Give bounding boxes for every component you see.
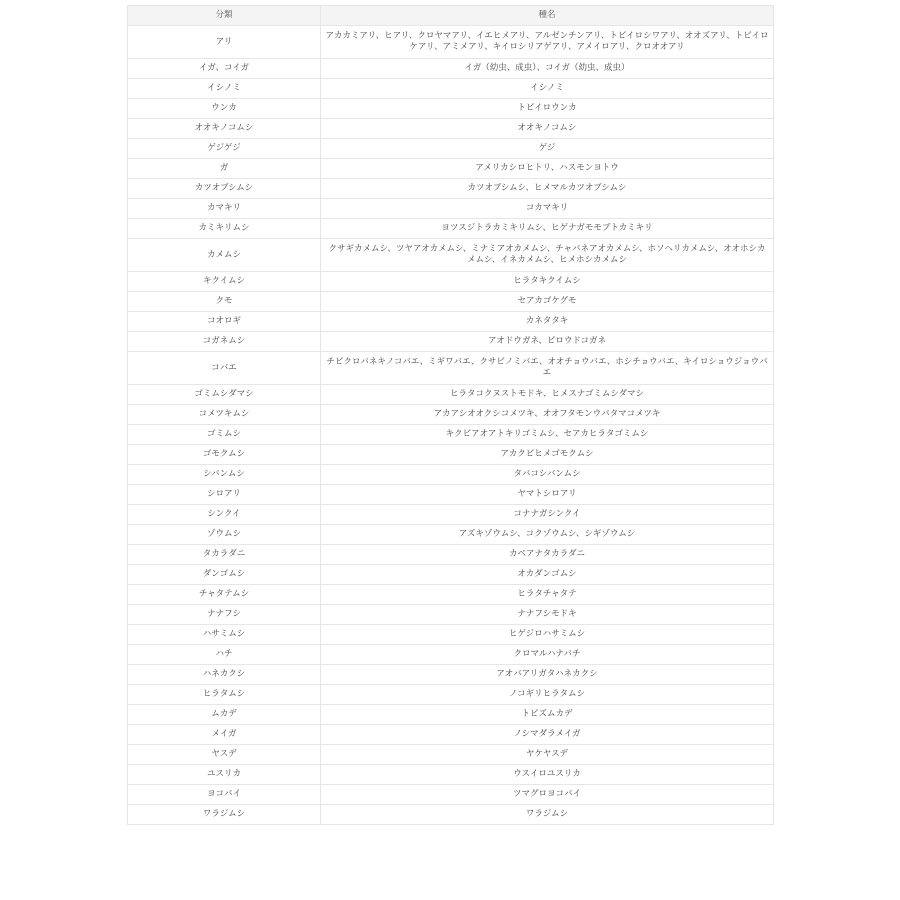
species-cell: アオバアリガタハネカクシ	[321, 665, 774, 685]
table-row	[128, 685, 774, 705]
table-row	[128, 625, 774, 645]
category-cell: ガ	[128, 159, 321, 179]
species-cell: トビズムカデ	[321, 705, 774, 725]
species-cell: ヒラタキクイムシ	[321, 272, 774, 292]
species-cell: アカクビヒメゴモクムシ	[321, 445, 774, 465]
category-cell: シバンムシ	[128, 465, 321, 485]
species-cell: イシノミ	[321, 79, 774, 99]
species-cell: ヨツスジトラカミキリムシ、ヒゲナガモモブトカミキリ	[321, 219, 774, 239]
species-cell: カベアナタカラダニ	[321, 545, 774, 565]
species-cell: ゲジ	[321, 139, 774, 159]
table-row	[128, 219, 774, 239]
table-row	[128, 445, 774, 465]
species-cell: ヤマトシロアリ	[321, 485, 774, 505]
species-cell: キクビアオアトキリゴミムシ、セアカヒラタゴミムシ	[321, 425, 774, 445]
species-cell: ヒラタコクヌストモドキ、ヒメスナゴミムシダマシ	[321, 385, 774, 405]
species-cell: ヤケヤスデ	[321, 745, 774, 765]
category-cell: ゴモクムシ	[128, 445, 321, 465]
category-cell: コオロギ	[128, 312, 321, 332]
table-row	[128, 785, 774, 805]
category-cell: ワラジムシ	[128, 805, 321, 825]
category-cell: メイガ	[128, 725, 321, 745]
category-cell: カツオブシムシ	[128, 179, 321, 199]
category-cell: イシノミ	[128, 79, 321, 99]
category-cell: ユスリカ	[128, 765, 321, 785]
table-row	[128, 79, 774, 99]
category-cell: ヤスデ	[128, 745, 321, 765]
species-cell: アズキゾウムシ、コクゾウムシ、シギゾウムシ	[321, 525, 774, 545]
category-cell: キクイムシ	[128, 272, 321, 292]
species-cell: ナナフシモドキ	[321, 605, 774, 625]
table-row	[128, 665, 774, 685]
table-row	[128, 159, 774, 179]
species-cell: ノシマダラメイガ	[321, 725, 774, 745]
species-cell: ツマグロヨコバイ	[321, 785, 774, 805]
species-cell: クサギカメムシ、ツヤアオカメムシ、ミナミアオカメムシ、チャバネアオカメムシ、ホソヘリカメムシ、オオホシカメムシ、イネカメムシ、ヒメホシカメムシ	[321, 239, 774, 272]
table-row	[128, 525, 774, 545]
table-row	[128, 179, 774, 199]
table-row	[128, 765, 774, 785]
table-row	[128, 425, 774, 445]
category-cell: コバエ	[128, 352, 321, 385]
table-row	[128, 59, 774, 79]
species-cell: アカアシオオクシコメツキ、オオフタモンウバタマコメツキ	[321, 405, 774, 425]
category-cell: アリ	[128, 26, 321, 59]
table-row	[128, 605, 774, 625]
species-cell: コカマキリ	[321, 199, 774, 219]
species-cell: ワラジムシ	[321, 805, 774, 825]
table-row	[128, 585, 774, 605]
table-row	[128, 545, 774, 565]
category-cell: チャタテムシ	[128, 585, 321, 605]
category-cell: ゴミムシ	[128, 425, 321, 445]
category-cell: ウンカ	[128, 99, 321, 119]
category-cell: オオキノコムシ	[128, 119, 321, 139]
column-header-species: 種名	[321, 6, 774, 26]
table-row	[128, 805, 774, 825]
category-cell: ヨコバイ	[128, 785, 321, 805]
species-cell: ノコギリヒラタムシ	[321, 685, 774, 705]
table-row	[128, 485, 774, 505]
species-cell: オカダンゴムシ	[321, 565, 774, 585]
table-row	[128, 119, 774, 139]
species-cell: セアカゴケグモ	[321, 292, 774, 312]
category-cell: シンクイ	[128, 505, 321, 525]
table-row	[128, 645, 774, 665]
table-row	[128, 199, 774, 219]
species-cell: ヒゲジロハサミムシ	[321, 625, 774, 645]
table-row	[128, 139, 774, 159]
table-row	[128, 272, 774, 292]
species-cell: タバコシバンムシ	[321, 465, 774, 485]
species-cell: トビイロウンカ	[321, 99, 774, 119]
category-cell: ゴミムシダマシ	[128, 385, 321, 405]
table-row	[128, 292, 774, 312]
table-row	[128, 99, 774, 119]
table-row	[128, 465, 774, 485]
table-row	[128, 352, 774, 385]
species-table-container	[127, 5, 773, 825]
species-cell: アカカミアリ、ヒアリ、クロヤマアリ、イエヒメアリ、アルゼンチンアリ、トビイロシワアリ、オオズアリ、トビイロケアリ、アミメアリ、キイロシリアゲアリ、アメイロアリ、クロオオアリ	[321, 26, 774, 59]
header-row	[128, 6, 774, 26]
species-cell: ヒラタチャタテ	[321, 585, 774, 605]
table-body	[128, 26, 774, 825]
category-cell: コメツキムシ	[128, 405, 321, 425]
category-cell: ゲジゲジ	[128, 139, 321, 159]
species-table	[127, 5, 774, 825]
category-cell: タカラダニ	[128, 545, 321, 565]
category-cell: ムカデ	[128, 705, 321, 725]
category-cell: イガ、コイガ	[128, 59, 321, 79]
column-header-category: 分類	[128, 6, 321, 26]
category-cell: ダンゴムシ	[128, 565, 321, 585]
species-cell: アオドウガネ、ビロウドコガネ	[321, 332, 774, 352]
table-row	[128, 725, 774, 745]
category-cell: ハサミムシ	[128, 625, 321, 645]
category-cell: コガネムシ	[128, 332, 321, 352]
species-cell: ウスイロユスリカ	[321, 765, 774, 785]
table-row	[128, 332, 774, 352]
table-row	[128, 565, 774, 585]
species-cell: アメリカシロヒトリ、ハスモンヨトウ	[321, 159, 774, 179]
category-cell: カミキリムシ	[128, 219, 321, 239]
category-cell: クモ	[128, 292, 321, 312]
table-row	[128, 385, 774, 405]
table-row	[128, 505, 774, 525]
table-header	[128, 6, 774, 26]
category-cell: ハネカクシ	[128, 665, 321, 685]
species-cell: オオキノコムシ	[321, 119, 774, 139]
category-cell: カマキリ	[128, 199, 321, 219]
category-cell: ゾウムシ	[128, 525, 321, 545]
category-cell: カメムシ	[128, 239, 321, 272]
species-cell: カネタタキ	[321, 312, 774, 332]
species-cell: コナナガシンクイ	[321, 505, 774, 525]
table-row	[128, 312, 774, 332]
category-cell: ナナフシ	[128, 605, 321, 625]
species-cell: カツオブシムシ、ヒメマルカツオブシムシ	[321, 179, 774, 199]
table-row	[128, 705, 774, 725]
table-row	[128, 405, 774, 425]
table-row	[128, 239, 774, 272]
species-cell: クロマルハナバチ	[321, 645, 774, 665]
category-cell: シロアリ	[128, 485, 321, 505]
category-cell: ヒラタムシ	[128, 685, 321, 705]
table-row	[128, 26, 774, 59]
species-cell: チビクロバネキノコバエ、ミギワバエ、クサビノミバエ、オオチョウバエ、ホシチョウバエ、キイロショウジョウバエ	[321, 352, 774, 385]
table-row	[128, 745, 774, 765]
species-cell: イガ（幼虫、成虫）、コイガ（幼虫、成虫）	[321, 59, 774, 79]
category-cell: ハチ	[128, 645, 321, 665]
